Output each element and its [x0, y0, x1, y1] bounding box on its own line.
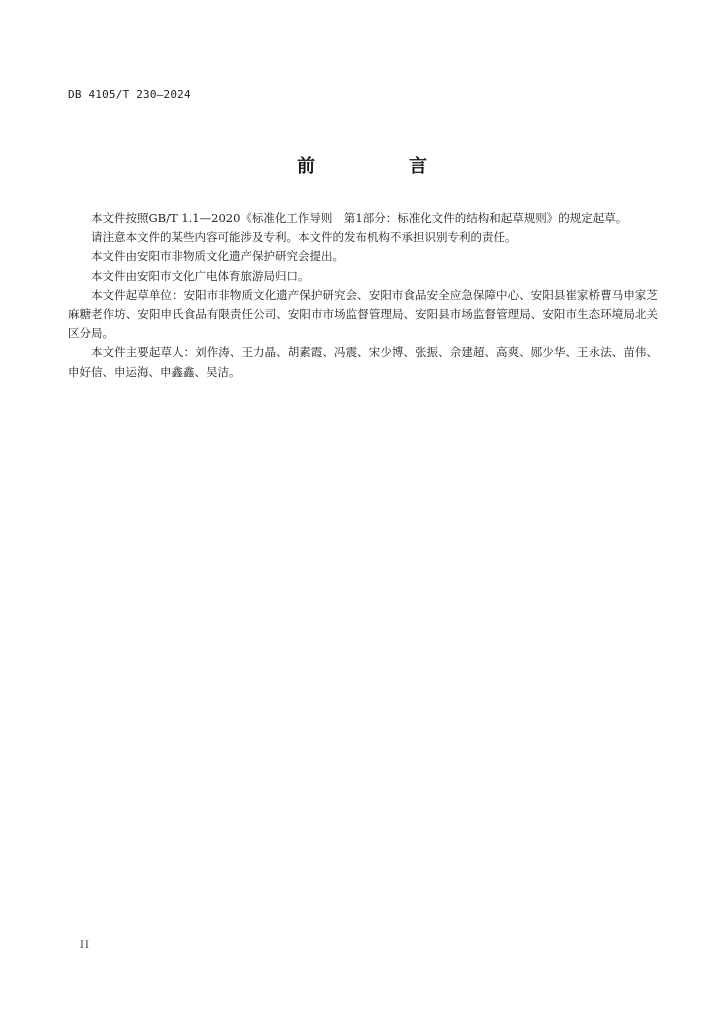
page-number: II: [80, 940, 90, 951]
paragraph-main-drafters: 本文件主要起草人：刘作涛、王力晶、胡素霞、冯震、宋少博、张振、佘建超、高爽、郧少华、王永法、苗伟、申好信、申运海、申鑫鑫、吴洁。: [68, 345, 658, 379]
paragraph-drafting-basis: 本文件按照GB/T 1.1—2020《标准化工作导则 第1部分：标准化文件的结构和起草规则》的规定起草。: [91, 211, 628, 225]
paragraph-centralized-unit: 本文件由安阳市文化广电体育旅游局归口。: [91, 268, 310, 283]
paragraph-patent-notice: 请注意本文件的某些内容可能涉及专利。本文件的发布机构不承担识别专利的责任。: [91, 230, 517, 245]
section-title-foreword: 前 言: [297, 156, 465, 177]
foreword-body: [68, 209, 658, 382]
paragraph-proposer: 本文件由安阳市非物质文化遗产保护研究会提出。: [91, 249, 344, 264]
paragraph-drafting-units: 本文件起草单位：安阳市非物质文化遗产保护研究会、安阳市食品安全应急保障中心、安阳县崔家桥曹马申家芝麻糖老作坊、安阳申氏食品有限责任公司、安阳市市场监督管理局、安阳县市场监督管理局、安阳市生态环境局北关区分局。: [68, 287, 658, 341]
document-code: DB 4105/T 230—2024: [68, 88, 191, 101]
